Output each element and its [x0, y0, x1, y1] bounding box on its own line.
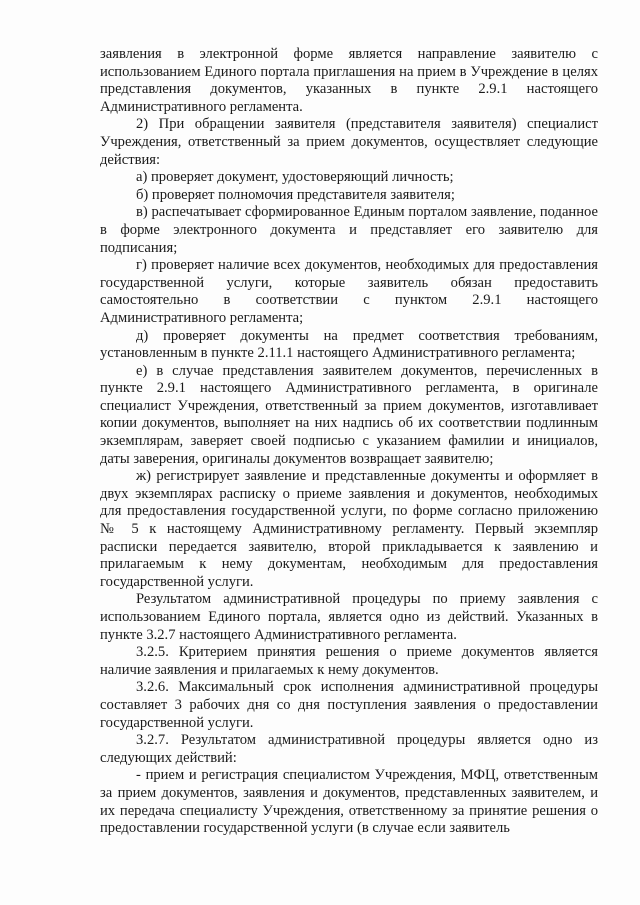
paragraph-item-2: 2) При обращении заявителя (представителя заявителя) специалист Учреждения, ответственный за прием документов, осуществляет следующие действия:	[100, 116, 598, 168]
paragraph-continuation: заявления в электронной форме является направление заявителю с использованием Единого портала приглашения на прием в Учреждение в целях представления документов, указанных в пункте 2.9.1 настоящего Административного регламента.	[100, 46, 598, 115]
paragraph-item-zh: ж) регистрирует заявление и представленные документы и оформляет в двух экземплярах расписку о приеме заявления и документов, необходимых для предоставления государственной услуги, по форме согласно приложению № 5 к настоящему Административному регламенту. Первый экземпляр расписки передается заявителю, второй прикладывается к заявлению и прилагаемым к нему документам, необходимым для предоставления государственной услуги.	[100, 468, 598, 590]
paragraph-result: Результатом административной процедуры по приему заявления с использованием Единого портала, является одно из действий. Указанных в пункте 3.2.7 настоящего Административного регламента.	[100, 591, 598, 643]
paragraph-item-e: е) в случае представления заявителем документов, перечисленных в пункте 2.9.1 настоящего Административного регламента, в оригинале специалист Учреждения, ответственный за прием документов, изготавливает копии документов, выполняет на них надпись об их соответствии подлинным экземплярам, заверяет своей подписью с указанием фамилии и инициалов, даты заверения, оригиналы документов возвращает заявителю;	[100, 362, 598, 467]
paragraph-item-d: д) проверяет документы на предмет соответствия требованиям, установленным в пункте 2.11.1 настоящего Административного регламента;	[100, 327, 598, 362]
paragraph-item-v: в) распечатывает сформированное Единым порталом заявление, поданное в форме электронного документа и представляет его заявителю для подписания;	[100, 204, 598, 256]
paragraph-list-item: - прием и регистрация специалистом Учреждения, МФЦ, ответственным за прием документов, заявления и документов, представленных заявителем, и их передача специалисту Учреждения, ответственному за принятие решения о предоставлении государственной услуги (в случае если заявитель	[100, 767, 598, 837]
paragraph-3-2-7: 3.2.7. Результатом административной процедуры является одно из следующих действий:	[100, 732, 598, 766]
paragraph-3-2-5: 3.2.5. Критерием принятия решения о приеме документов является наличие заявления и прилагаемых к нему документов.	[100, 644, 598, 678]
document-body	[100, 46, 598, 838]
paragraph-3-2-6: 3.2.6. Максимальный срок исполнения административной процедуры составляет 3 рабочих дня со дня поступления заявления о предоставлении государственной услуги.	[100, 679, 598, 731]
paragraph-item-g: г) проверяет наличие всех документов, необходимых для предоставления государственной услуги, которые заявитель обязан предоставить самостоятельно в соответствии с пунктом 2.9.1 настоящего Административного регламента;	[100, 257, 598, 326]
paragraph-item-a: а) проверяет документ, удостоверяющий личность;	[136, 169, 454, 186]
paragraph-item-b: б) проверяет полномочия представителя заявителя;	[136, 186, 455, 203]
